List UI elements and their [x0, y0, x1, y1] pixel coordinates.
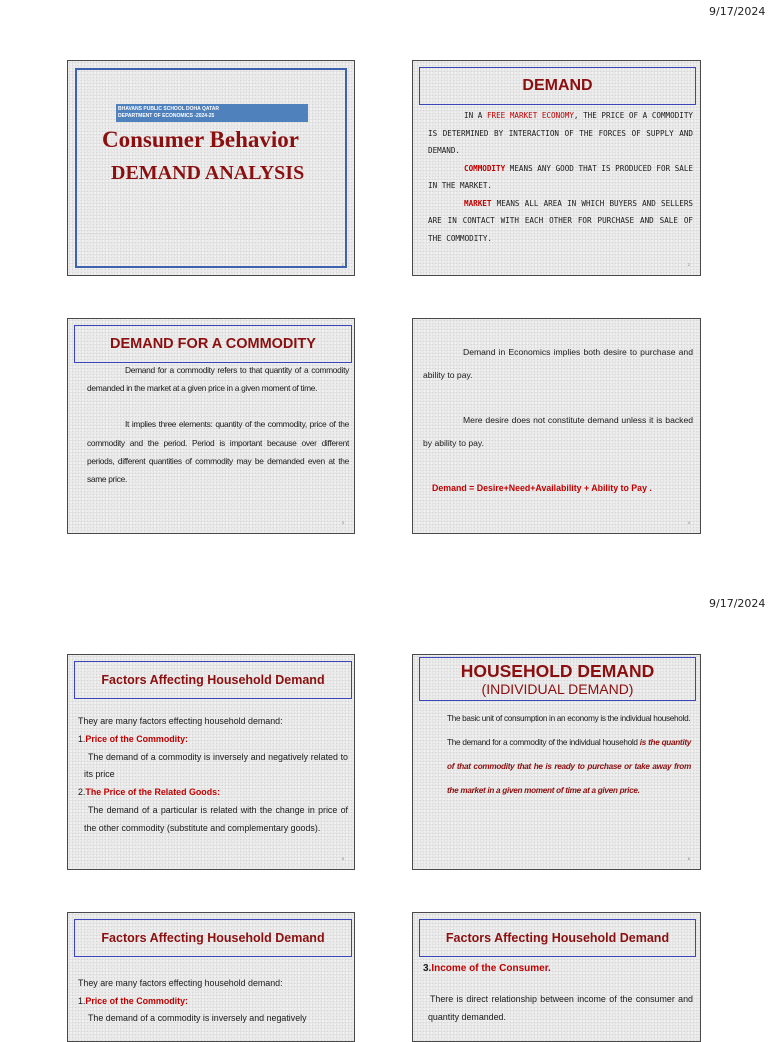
slide-heading: [419, 657, 696, 701]
page-date: 9/17/2024: [709, 5, 766, 18]
slide-body: [78, 713, 348, 838]
banner-line-school: BHAVANS PUBLIC SCHOOL DOHA QATAR: [118, 106, 220, 112]
paragraph-elements: It implies three elements: quantity of the commodity, price of the commodity and the period. Period is important because over different periods, different quantities of commodity may be demanded even at the same price.: [87, 419, 349, 485]
heading-text: Factors Affecting Household Demand: [101, 673, 325, 687]
paragraph-commodity: COMMODITY MEANS ANY GOOD THAT IS PRODUCED FOR SALE IN THE MARKET.: [428, 163, 693, 190]
slide-factors-3[interactable]: [412, 912, 701, 1042]
slide-household-demand[interactable]: [412, 654, 701, 870]
slide-demand-for-commodity[interactable]: [67, 318, 355, 534]
factor-price-heading: 1.Price of the Commodity:: [78, 995, 188, 1006]
definition-emphasis: is the quantity of that commodity that he is ready to purchase or take away from the market in a given moment of time at a given price.: [447, 738, 692, 795]
factor-price-heading: 1.Price of the Commodity:: [78, 733, 188, 744]
highlight-commodity: COMMODITY: [464, 163, 506, 173]
paragraph-basic-unit: The basic unit of consumption in an economy is the individual household.: [447, 714, 691, 723]
divider: [77, 233, 345, 234]
slide-heading: [419, 919, 696, 957]
highlight-free-market: FREE MARKET ECONOMY: [486, 111, 574, 120]
slide-title[interactable]: [67, 60, 355, 276]
slide-heading: [74, 325, 352, 363]
slide-number: 6: [687, 856, 690, 861]
slide-demand-economics[interactable]: [412, 318, 701, 534]
intro-text: They are many factors effecting household demand:: [78, 716, 283, 726]
heading-text: Factors Affecting Household Demand: [445, 931, 670, 945]
paragraph-mere-desire: Mere desire does not constitute demand unless it is backed by ability to pay.: [423, 415, 693, 448]
heading-text: DEMAND FOR A COMMODITY: [110, 336, 316, 352]
heading-text: Factors Affecting Household Demand: [101, 931, 325, 945]
page-date: 9/17/2024: [709, 597, 766, 610]
paragraph-market: MARKET MEANS ALL AREA IN WHICH BUYERS AND SELLERS ARE IN CONTACT WITH EACH OTHER FOR PURCHASE AND SALE OF THE COMMODITY.: [428, 198, 693, 243]
slide-heading: [74, 919, 352, 957]
banner-line-department: DEPARTMENT OF ECONOMICS -2024-25: [118, 113, 215, 119]
paragraph-household-demand: The demand for a commodity of the individual household is the quantity of that commodity that he is ready to purchase or take away from the market in a given moment of time at a given price.: [447, 738, 692, 795]
heading-text: HOUSEHOLD DEMAND: [460, 660, 655, 681]
heading-text: DEMAND: [522, 77, 593, 94]
slide-body: [428, 107, 693, 247]
slide-number: 2: [687, 262, 690, 267]
paragraph-desire-ability: Demand in Economics implies both desire to purchase and ability to pay.: [423, 347, 693, 380]
slide-subtitle-text: DEMAND ANALYSIS: [111, 162, 305, 184]
slide-factors-1[interactable]: [67, 654, 355, 870]
slide-body: [447, 707, 691, 803]
demand-formula: Demand = Desire+Need+Availability + Ability to Pay .: [432, 483, 652, 493]
slide-heading: [74, 661, 352, 699]
highlight-market: MARKET: [464, 198, 492, 208]
slide-number: 3: [341, 520, 344, 525]
slide-body: [78, 975, 348, 1028]
slide-title-text: Consumer Behavior: [102, 127, 299, 152]
factor-income-heading: 3.Income of the Consumer.: [423, 963, 551, 974]
factor-price-text: The demand of a commodity is inversely and negatively: [88, 1013, 307, 1023]
slide-number: 1: [341, 262, 344, 267]
slide-heading: [419, 67, 696, 105]
intro-text: They are many factors effecting household demand:: [78, 978, 283, 988]
school-banner: [116, 104, 308, 122]
paragraph-free-market: IN A FREE MARKET ECONOMY, THE PRICE OF A COMMODITY IS DETERMINED BY INTERACTION OF THE FORCES OF SUPPLY AND DEMAND.: [428, 111, 693, 155]
slide-body: [87, 361, 349, 488]
slide-number: 5: [341, 856, 344, 861]
slide-demand[interactable]: [412, 60, 701, 276]
factor-related-text: The demand of a particular is related with the change in price of the other commodity (substitute and complementary goods).: [84, 804, 348, 833]
factor-price-text: The demand of a commodity is inversely and negatively related to its price: [84, 751, 348, 780]
slide-number: 4: [687, 520, 690, 525]
slide-factors-2[interactable]: [67, 912, 355, 1042]
heading-subtitle: (INDIVIDUAL DEMAND): [481, 680, 634, 697]
slide-body: [423, 341, 693, 454]
factor-related-heading: 2.The Price of the Related Goods:: [78, 787, 221, 798]
paragraph-definition: Demand for a commodity refers to that quantity of a commodity demanded in the market at a given price in a given moment of time.: [87, 365, 349, 394]
factor-income-text: There is direct relationship between income of the consumer and quantity demanded.: [428, 994, 693, 1022]
